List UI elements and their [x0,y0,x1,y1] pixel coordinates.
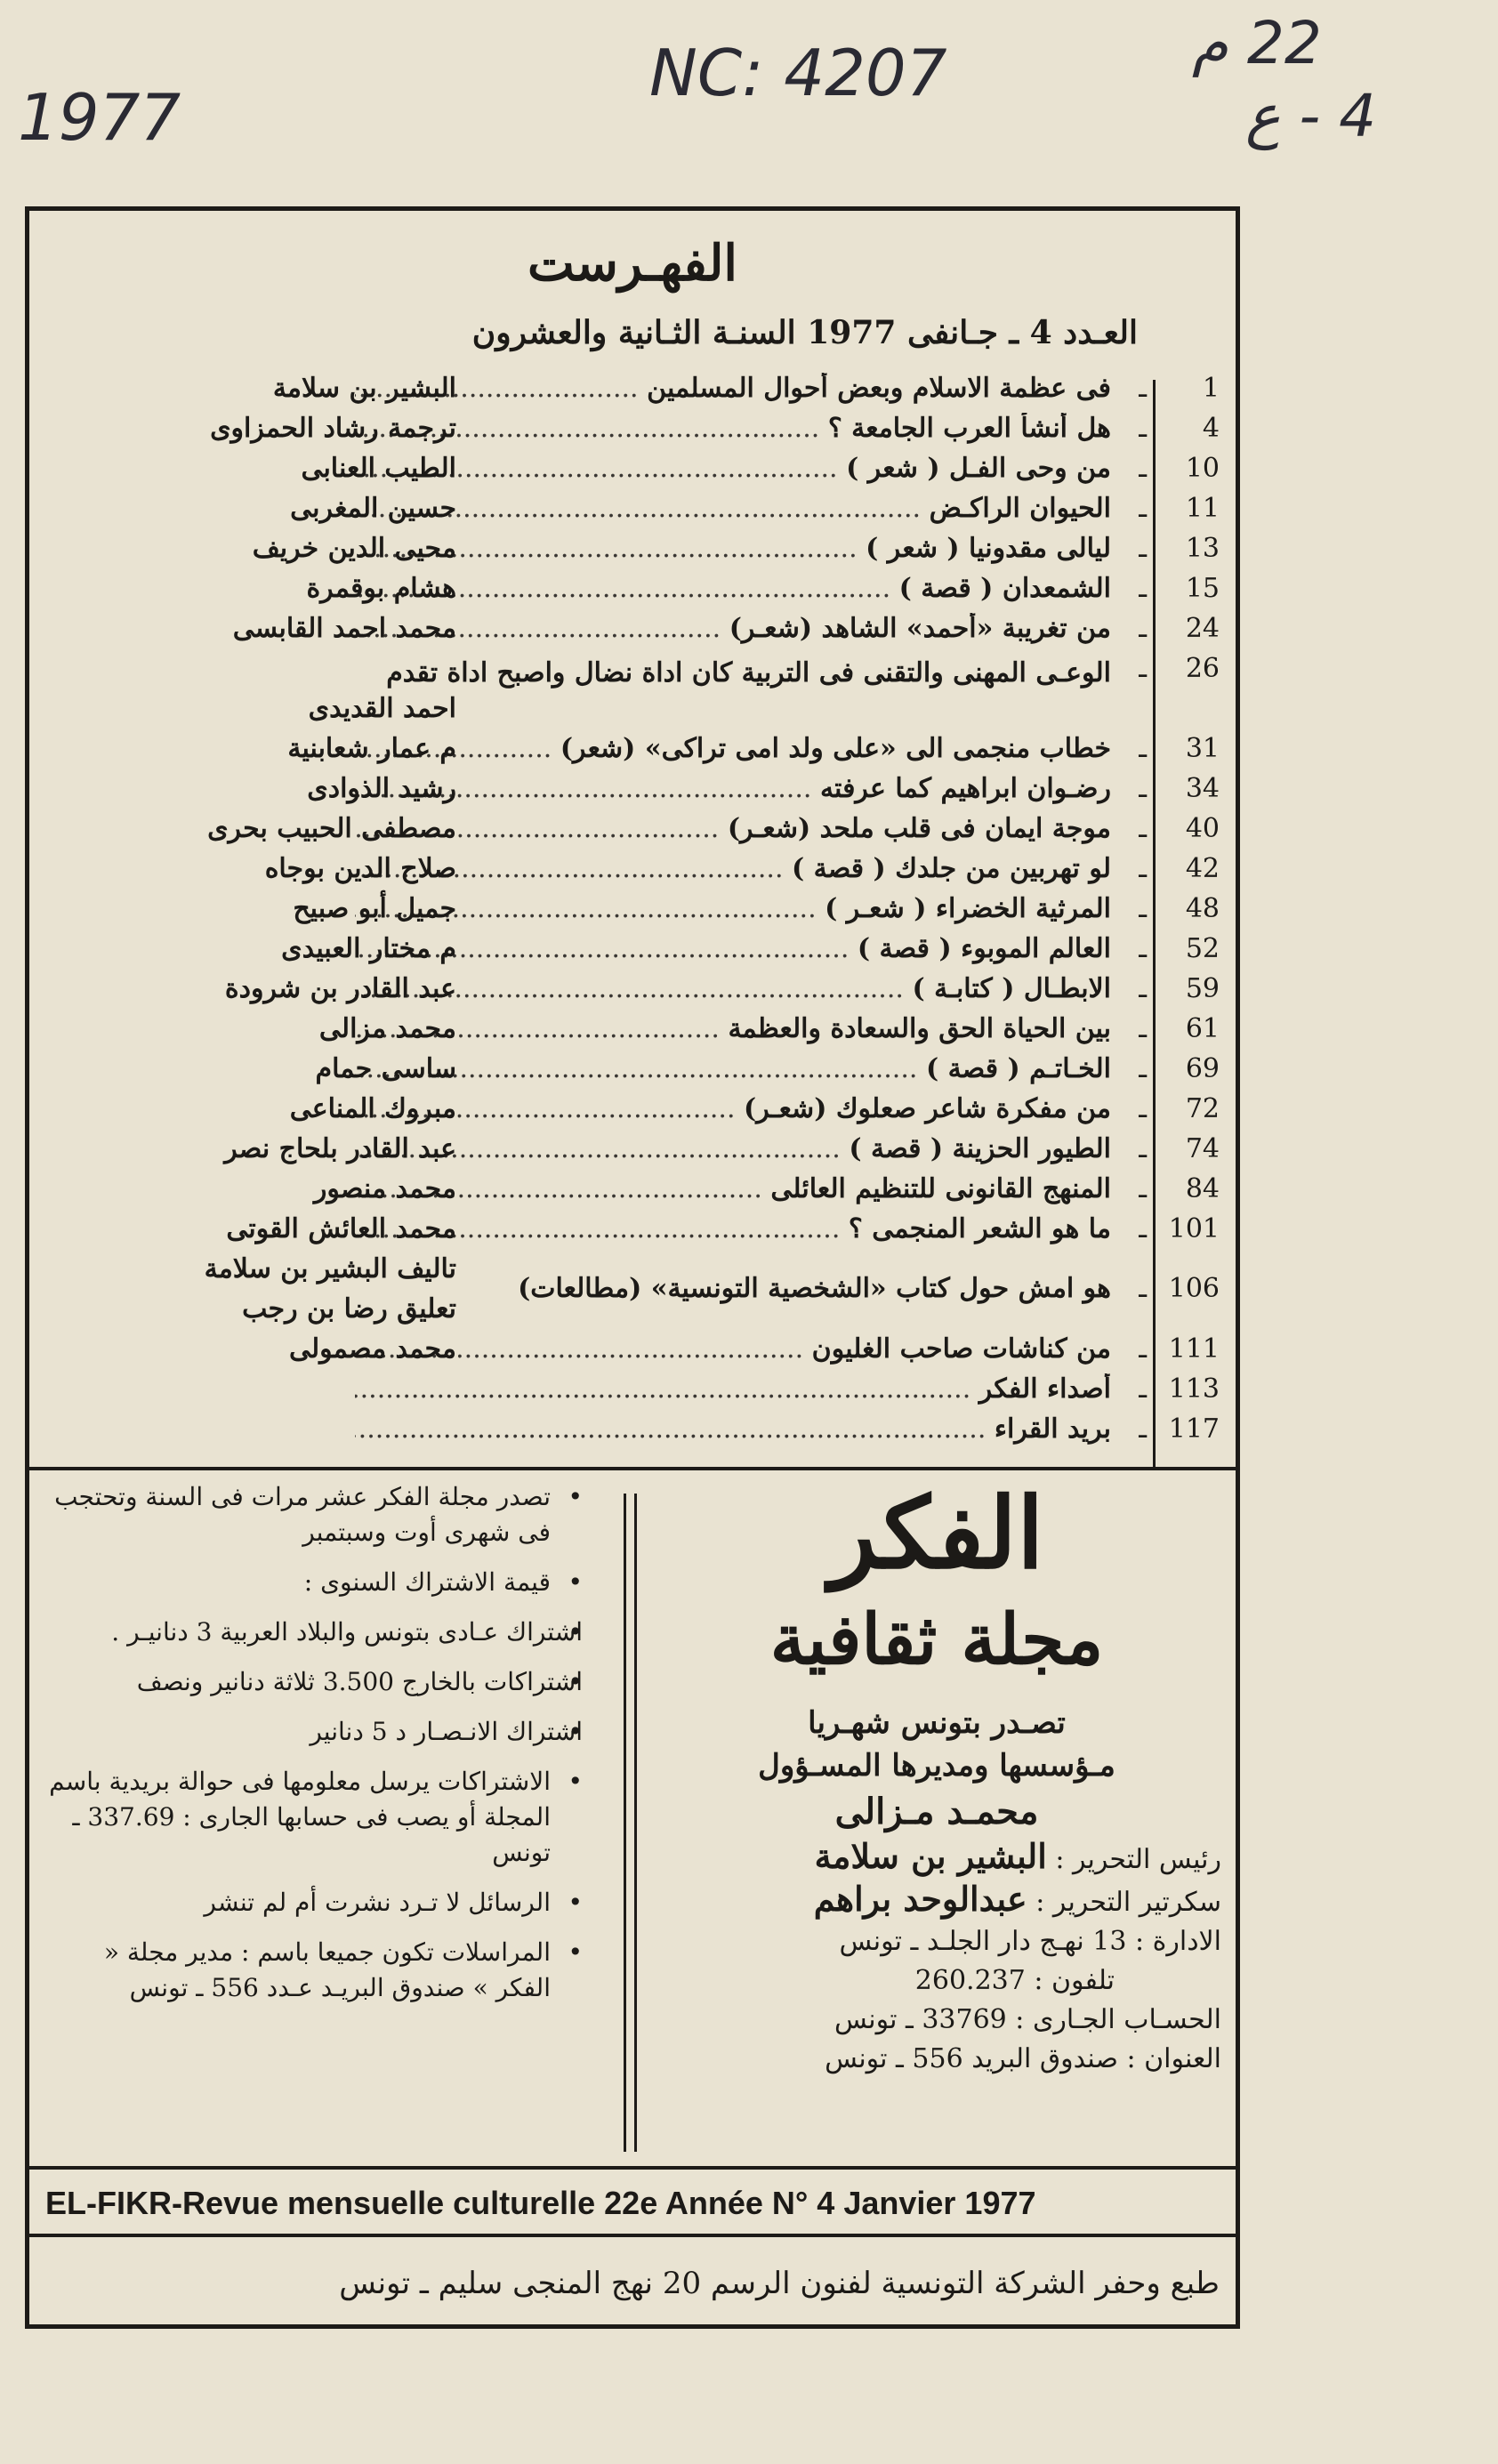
article-author: عبد القادر بلحاج نصر [224,1133,456,1164]
article-author: ساسى حمام [315,1053,456,1084]
toc-row[interactable]: 106 ـ هو امش حول كتاب «الشخصية التونسية» (مطالعات) تاليف البشير بن سلامة تعليق رضا بن رجب [29,1253,1236,1333]
article-title: ليالى مقدونيا ( شعر ) ..... [355,533,1111,564]
article-author: محمد العائش القوتى [226,1213,456,1244]
toc-row[interactable]: 11 ـ الحيوان الراكـض ..... حسين المغربى [29,493,1236,533]
article-title: هل أنشأ العرب الجامعة ؟ ..... [355,413,1111,444]
page-number: 40 [1185,813,1220,844]
article-title: الوعـى المهنى والتقنى فى التربية كان اداة نضال واصبح اداة تقدم [386,657,1111,688]
toc-row[interactable]: 52 ـ العالم الموبوء ( قصة ) ..... م مختار العبيدى [29,933,1236,973]
article-author: صلاح الدين بوجاه [264,853,456,884]
article-author: محمد منصور [313,1173,456,1204]
article-title: فى عظمة الاسلام وبعض أحوال المسلمين ..... [355,373,1111,404]
handwritten-shelf-2: 4 - ع [1245,82,1377,150]
page-number: 15 [1185,573,1220,604]
toc-row[interactable]: 10 ـ من وحى الفـل ( شعر ) ..... الطيب العنابى [29,453,1236,493]
article-title: المرثية الخضراء ( شعـر ) ..... [355,893,1111,924]
note-item: • الاشتراكات يرسل معلومها فى حوالة بريدية باسم المجلة أو يصب فى حسابها الجارى : 337.69 ـ تونس [49,1764,583,1871]
secretary-row [652,1880,1221,1922]
toc-row[interactable]: 111 ـ من كناشات صاحب الغليون ..... محمد مصمولى [29,1333,1236,1373]
page-number: 26 [1185,653,1220,684]
postal-address: العنوان : صندوق البريد 556 ـ تونس [825,2043,1221,2074]
article-title: من تغريبة «أحمد» الشاهد (شعـر) ..... [355,613,1111,644]
page-number: 24 [1185,613,1220,644]
column-divider [634,1494,637,2152]
page-number: 4 [1202,413,1220,444]
article-title: موجة ايمان فى قلب ملحد (شعـر) ..... [355,813,1111,844]
toc-row[interactable]: 26 ـ الوعـى المهنى والتقنى فى التربية كان اداة نضال واصبح اداة تقدم احمد القديدى [29,653,1236,733]
article-title: الطيور الحزينة ( قصة ) ..... [355,1133,1111,1164]
article-title: أصداء الفكر ..... [355,1373,1111,1405]
note-item: • قيمة الاشتراك السنوى : [49,1565,583,1600]
toc-row[interactable]: 31 ـ خطاب منجمى الى «على ولد امى تراكى» (شعر) ..... م عمار شعابنية [29,733,1236,773]
page-number: 1 [1202,373,1220,404]
note-item: • اشتراك عـادى بتونس والبلاد العربية 3 دنانيـر . [49,1614,583,1650]
article-author: مبروك المناعى [289,1093,456,1124]
article-author: رشيد الذوادى [307,773,456,804]
page-number: 10 [1185,453,1220,484]
page-number: 74 [1185,1133,1220,1164]
article-author: جميل أبو صبيح [293,893,456,924]
bottom-section [29,1467,1236,2166]
toc-row[interactable]: 24 ـ من تغريبة «أحمد» الشاهد (شعـر) ..... محمد احمد القابسى [29,613,1236,653]
article-title: العالم الموبوء ( قصة ) ..... [355,933,1111,964]
toc-row[interactable]: 101 ـ ما هو الشعر المنجمى ؟ ..... محمد العائش القوتى [29,1213,1236,1253]
article-title: رضـوان ابراهيم كما عرفته ..... [355,773,1111,804]
page-number: 61 [1185,1013,1220,1044]
article-title: الحيوان الراكـض ..... [355,493,1111,524]
article-title: خطاب منجمى الى «على ولد امى تراكى» (شعر) ..... [355,733,1111,764]
article-title: بريد القراء ..... [355,1413,1111,1445]
article-author: عبد القادر بن شرودة [224,973,456,1004]
article-author: تاليف البشير بن سلامة [204,1253,456,1284]
article-author: احمد القديدى [308,693,456,724]
article-author: حسين المغربى [290,493,456,524]
toc-row[interactable]: 4 ـ هل أنشأ العرب الجامعة ؟ ..... ترجمة رشاد الحمزاوى [29,413,1236,453]
page-number: 48 [1185,893,1220,924]
toc-row[interactable]: 113 ـ أصداء الفكر ..... [29,1373,1236,1413]
page-number: 11 [1185,493,1220,524]
page-number: 52 [1185,933,1220,964]
article-title: لو تهربين من جلدك ( قصة ) ..... [355,853,1111,884]
page-number: 13 [1185,533,1220,564]
printer-footer: طبع وحفر الشركة التونسية لفنون الرسم 20 نهج المنجى سليم ـ تونس [339,2266,1220,2301]
toc-row[interactable]: 84 ـ المنهج القانونى للتنظيم العائلى ..... محمد منصور [29,1173,1236,1213]
article-title: الشمعدان ( قصة ) ..... [355,573,1111,604]
article-title: من كناشات صاحب الغليون ..... [355,1333,1111,1365]
handwritten-code: NC: 4207 [649,36,947,110]
page-number: 34 [1185,773,1220,804]
page-number: 101 [1168,1213,1220,1244]
note-item: • الرسائل لا تـرد نشرت أم لم تنشر [49,1885,583,1920]
article-author: هشام بوقمرة [306,573,456,604]
page-number: 72 [1185,1093,1220,1124]
page-frame [25,206,1240,2329]
toc-title: الفهـرست [528,234,737,293]
toc-row[interactable]: 117 ـ بريد القراء ..... [29,1413,1236,1453]
phone: تلفون : 260.237 [914,1965,1115,1996]
toc-row[interactable]: 15 ـ الشمعدان ( قصة ) ..... هشام بوقمرة [29,573,1236,613]
article-title: المنهج القانونى للتنظيم العائلى ..... [355,1173,1111,1204]
editor-name: البشير بن سلامة [814,1836,1047,1876]
article-author: محيى الدين خريف [252,533,456,564]
issue-line: العـدد 4 ـ جـانفى 1977 السنـة الثـانية والعشرون [471,314,1138,351]
publication-frequency: تصـدر بتونس شهـريا [808,1705,1066,1741]
page-number: 69 [1185,1053,1220,1084]
article-author: البشير بن سلامة [272,373,456,404]
founder-name: محمـد مـزالى [834,1791,1039,1832]
article-author: ترجمة رشاد الحمزاوى [210,413,456,444]
toc-row[interactable]: 42 ـ لو تهربين من جلدك ( قصة ) ..... صلاح الدين بوجاه [29,853,1236,893]
article-author: محمد احمد القابسى [232,613,456,644]
page-number: 31 [1185,733,1220,764]
toc-row[interactable]: 48 ـ المرثية الخضراء ( شعـر ) ..... جميل أبو صبيح [29,893,1236,933]
masthead [652,1476,1221,2079]
editor-row [652,1837,1221,1880]
article-title: بين الحياة الحق والسعادة والعظمة ..... [355,1013,1111,1044]
secretary-label: سكرتير التحرير : [1035,1887,1221,1918]
account: الحسـاب الجـارى : 33769 ـ تونس [834,2004,1221,2035]
page-number: 59 [1185,973,1220,1004]
note-item: • اشتراك الانـصـار د 5 دنانير [49,1714,583,1750]
page-number: 111 [1168,1333,1220,1365]
page-number: 113 [1168,1373,1220,1405]
page-number: 117 [1168,1413,1220,1445]
toc-row[interactable]: 74 ـ الطيور الحزينة ( قصة ) ..... عبد القادر بلحاج نصر [29,1133,1236,1173]
note-item: • المراسلات تكون جميعا باسم : مدير مجلة « الفكر » صندوق البريـد عـدد 556 ـ تونس [49,1935,583,2006]
article-author: م مختار العبيدى [281,933,456,964]
admin-address: الادارة : 13 نهـج دار الجلـد ـ تونس [839,1926,1221,1957]
toc-row[interactable]: 13 ـ ليالى مقدونيا ( شعر ) ..... محيى الدين خريف [29,533,1236,573]
article-author: الطيب العنابى [301,453,456,484]
masthead-info [652,1837,1221,2079]
founder-label: مـؤسسها ومديرها المسـؤول [758,1748,1115,1784]
editor-label: رئيس التحرير : [1055,1844,1221,1875]
toc-rows [29,373,1236,1453]
handwritten-year: 1977 [18,80,181,155]
magazine-logo: الفكر [829,1476,1044,1590]
article-author: مصطفى الحبيب بحرى [207,813,456,844]
page-number: 42 [1185,853,1220,884]
toc-row[interactable]: 72 ـ من مفكرة شاعر صعلوك (شعـر) ..... مبروك المناعى [29,1093,1236,1133]
toc-row[interactable]: 61 ـ بين الحياة الحق والسعادة والعظمة ..... محمد مزالى [29,1013,1236,1053]
article-author: م عمار شعابنية [287,733,456,764]
column-divider [624,1494,626,2152]
article-author: محمد مزالى [318,1013,456,1044]
note-item: • اشتراكات بالخارج 3.500 ثلاثة دنانير ونصف [49,1664,583,1700]
note-item: • تصدر مجلة الفكر عشر مرات فى السنة وتحتجب فى شهرى أوت وسبتمبر [49,1479,583,1550]
article-title: هو امش حول كتاب «الشخصية التونسية» (مطالعات) [518,1273,1111,1304]
article-author: محمد مصمولى [288,1333,456,1365]
article-title: الخـاتـم ( قصة ) ..... [355,1053,1111,1084]
toc-row[interactable]: 1 ـ فى عظمة الاسلام وبعض أحوال المسلمين ..... البشير بن سلامة [29,373,1236,413]
toc-row[interactable]: 69 ـ الخـاتـم ( قصة ) ..... ساسى حمام [29,1053,1236,1093]
handwritten-shelf-1: 22 م [1192,9,1322,77]
article-title: من مفكرة شاعر صعلوك (شعـر) ..... [355,1093,1111,1124]
toc-row[interactable]: 40 ـ موجة ايمان فى قلب ملحد (شعـر) ..... مصطفى الحبيب بحرى [29,813,1236,853]
article-author-2: تعليق رضا بن رجب [242,1293,456,1325]
subscription-notes [49,1479,583,2020]
page-number: 106 [1168,1273,1220,1304]
article-title: ما هو الشعر المنجمى ؟ ..... [355,1213,1111,1244]
magazine-tagline: مجلة ثقافية [769,1599,1104,1680]
page-number: 84 [1185,1173,1220,1204]
secretary-name: عبدالوحد براهم [813,1879,1027,1919]
article-title: من وحى الفـل ( شعر ) ..... [355,453,1111,484]
article-title: الابطـال ( كتابـة ) ..... [355,973,1111,1004]
french-footer: EL-FIKR-Revue mensuelle culturelle 22e Année N° 4 Janvier 1977 [29,2166,1236,2237]
toc-row[interactable]: 59 ـ الابطـال ( كتابـة ) ..... عبد القادر بن شرودة [29,973,1236,1013]
table-of-contents [29,211,1236,1470]
toc-row[interactable]: 34 ـ رضـوان ابراهيم كما عرفته ..... رشيد الذوادى [29,773,1236,813]
